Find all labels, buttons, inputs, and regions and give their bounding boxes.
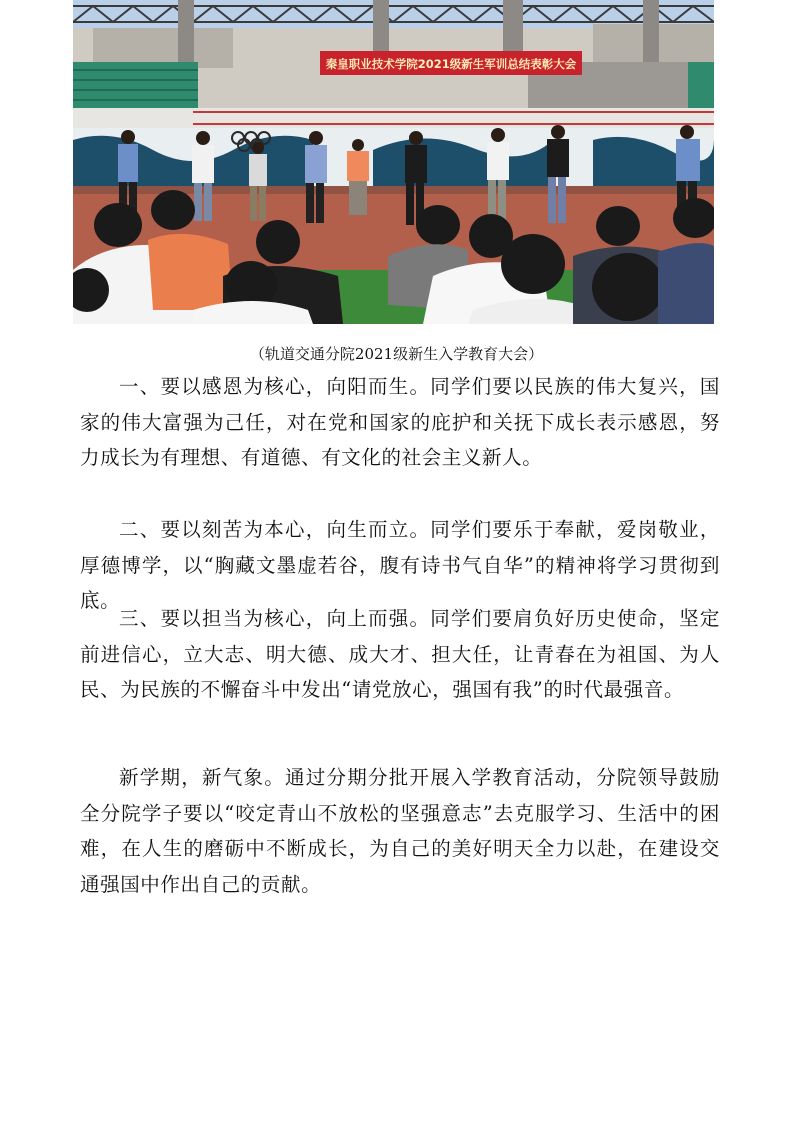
stadium-scene xyxy=(73,0,714,324)
paragraph-2: 二、要以刻苦为本心，向生而立。同学们要乐于奉献，爱岗敬业，厚德博学，以“胸藏文墨虚若谷，腹有诗书气自华”的精神将学习贯彻到底。 xyxy=(80,518,720,612)
banner-text: 秦皇职业技术学院2021级新生军训总结表彰大会 xyxy=(325,57,577,71)
paragraph-1: 一、要以感恩为核心，向阳而生。同学们要以民族的伟大复兴，国家的伟大富强为己任，对在党和国家的庇护和关抚下成长表示感恩，努力成长为有理想、有道德、有文化的社会主义新人。 xyxy=(80,375,720,469)
paragraph-4: 新学期，新气象。通过分期分批开展入学教育活动，分院领导鼓励全分院学子要以“咬定青山不放松的坚强意志”去克服学习、生活中的困难，在人生的磨砺中不断成长，为自己的美好明天全力以赴，在建设交通强国中作出自己的贡献。 xyxy=(80,766,720,896)
photo-caption: （轨道交通分院2021级新生入学教育大会） xyxy=(249,345,544,363)
paragraph-3: 三、要以担当为核心，向上而强。同学们要肩负好历史使命，坚定前进信心，立大志、明大德、成大才、担大任，让青春在为祖国、为人民、为民族的不懈奋斗中发出“请党放心，强国有我”的时代最强音。 xyxy=(80,607,720,701)
event-photo xyxy=(73,0,714,324)
